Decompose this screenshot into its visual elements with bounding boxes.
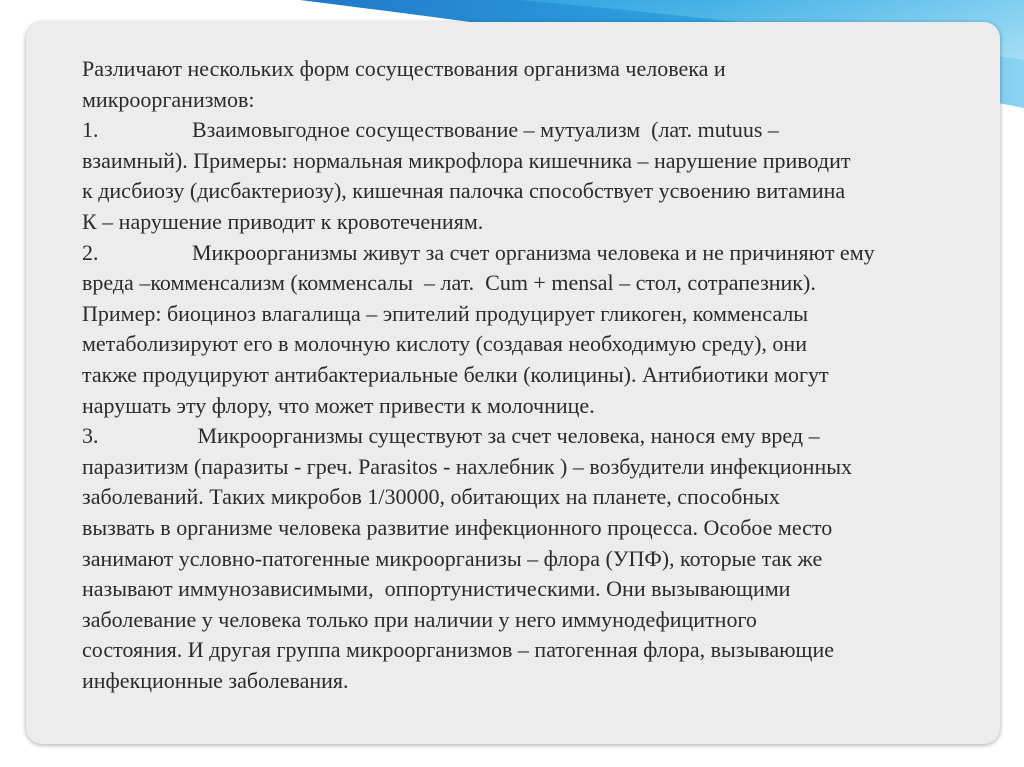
text-line: микроорганизмов: bbox=[82, 86, 255, 112]
text-line: состояния. И другая группа микроорганизмов – патогенная флора, вызывающие bbox=[82, 637, 835, 663]
text-line: занимают условно-патогенные микроорганизы – флора (УПФ), которые так же bbox=[82, 545, 823, 571]
text-line: инфекционные заболевания. bbox=[82, 667, 349, 693]
text-line: вреда –комменсализм (комменсалы – лат. Cum + mensal – стол, сотрапезник). bbox=[82, 270, 816, 296]
text-line: заболевание у человека только при наличии у него иммунодефицитного bbox=[82, 606, 757, 632]
text-line: Различают нескольких форм сосуществования организма человека и bbox=[82, 56, 726, 81]
slide-text bbox=[82, 54, 1002, 696]
text-line: заболеваний. Таких микробов 1/30000, обитающих на планете, способных bbox=[82, 484, 780, 510]
content-card bbox=[26, 22, 1000, 744]
text-line: 2. Микроорганизмы живут за счет организма человека и не причиняют ему bbox=[82, 239, 875, 265]
text-line: вызвать в организме человека развитие инфекционного процесса. Особое место bbox=[82, 514, 833, 540]
text-line: 1. Взаимовыгодное сосуществование – мутуализм (лат. mutuus – bbox=[82, 117, 779, 143]
text-line: нарушать эту флору, что может привести к молочнице. bbox=[82, 392, 595, 418]
text-line: К – нарушение приводит к кровотечениям. bbox=[82, 208, 484, 234]
text-line: Пример: биоциноз влагалища – эпителий продуцирует гликоген, комменсалы bbox=[82, 300, 809, 326]
text-line: называют иммунозависимыми, оппортунистическими. Они вызывающими bbox=[82, 576, 791, 602]
text-line: к дисбиозу (дисбактериозу), кишечная палочка способствует усвоению витамина bbox=[82, 178, 846, 204]
text-line: взаимный). Примеры: нормальная микрофлора кишечника – нарушение приводит bbox=[82, 147, 851, 173]
text-line: метаболизируют его в молочную кислоту (создавая необходимую среду), они bbox=[82, 331, 807, 357]
text-line: паразитизм (паразиты - греч. Parasitos - нахлебник ) – возбудители инфекционных bbox=[82, 453, 852, 479]
text-line: 3. Микроорганизмы существуют за счет человека, нанося ему вред – bbox=[82, 423, 820, 449]
text-line: также продуцируют антибактериальные белки (колицины). Антибиотики могут bbox=[82, 361, 829, 387]
